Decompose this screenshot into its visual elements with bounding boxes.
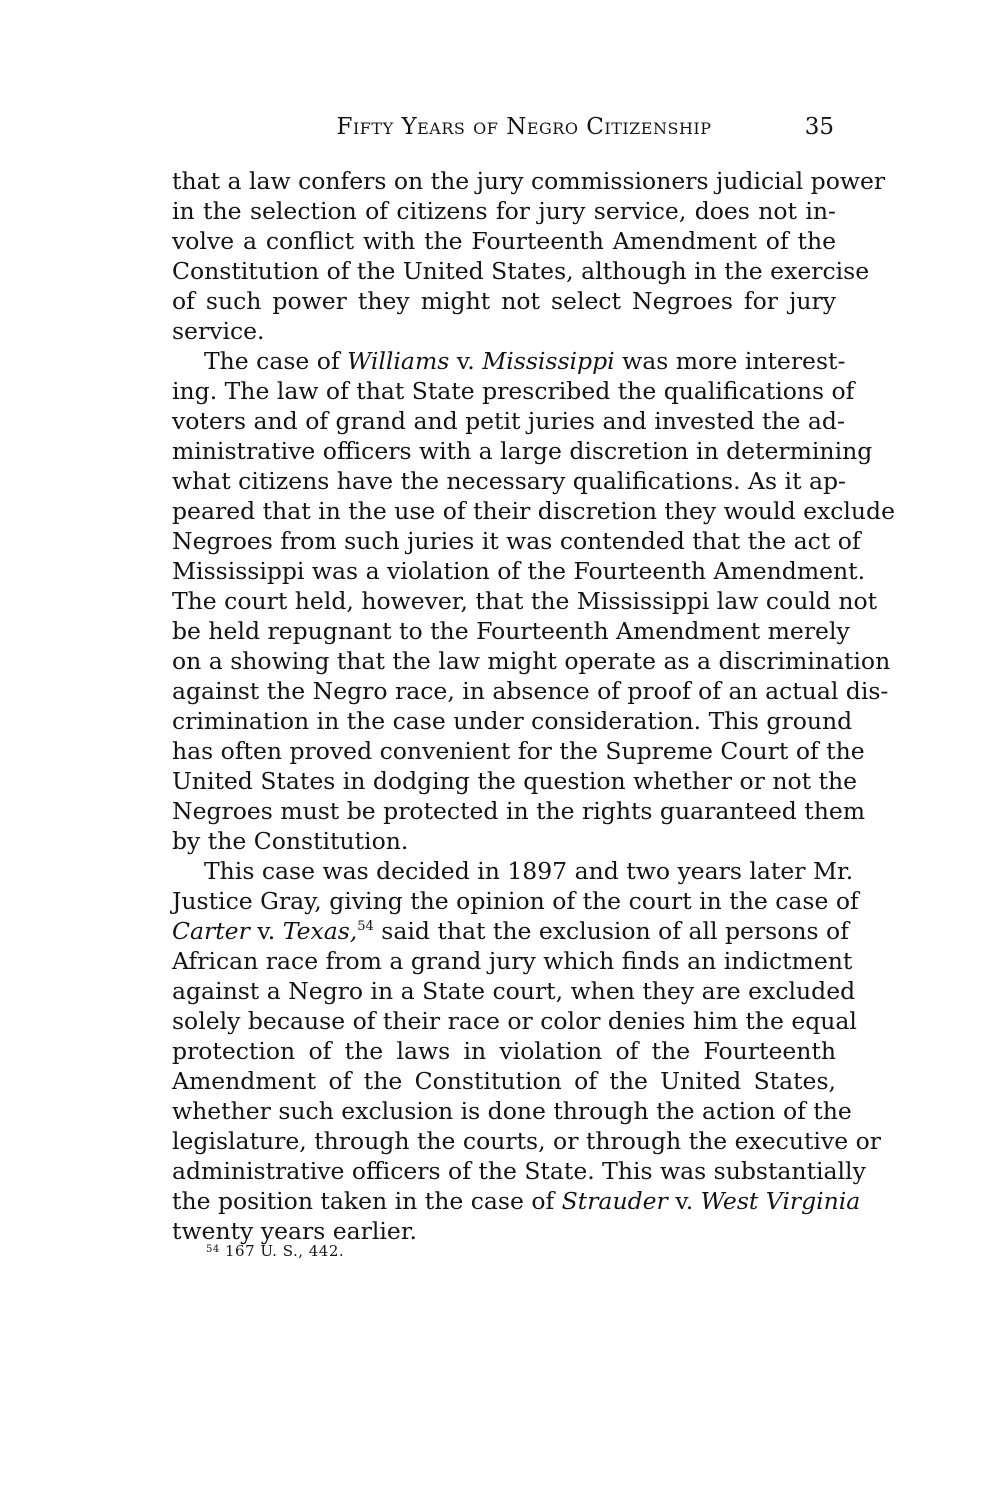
text-segment: solely because of their race or color denies him the equal — [172, 1007, 857, 1035]
text-line — [172, 256, 870, 286]
text-line — [172, 346, 846, 376]
text-segment: legislature, through the courts, or through the executive or — [172, 1127, 881, 1155]
text-line — [172, 1036, 836, 1066]
text-segment: be held repugnant to the Fourteenth Amendment merely — [172, 617, 850, 645]
text-line — [172, 586, 878, 616]
text-segment: Carter — [172, 917, 250, 945]
text-segment: v. — [667, 1187, 701, 1215]
text-line — [172, 1066, 836, 1096]
text-line — [172, 706, 853, 736]
text-line — [172, 946, 853, 976]
text-line — [172, 406, 845, 436]
text-segment: Constitution of the United States, although in the exercise — [172, 257, 870, 285]
text-line — [172, 1186, 861, 1216]
text-segment: service. — [172, 317, 265, 345]
text-line — [172, 466, 846, 496]
text-line — [172, 646, 891, 676]
text-segment: Justice Gray, giving the opinion of the court in the case of — [172, 887, 859, 915]
text-line — [172, 676, 889, 706]
text-line — [172, 496, 896, 526]
text-segment: protection of the laws in violation of the Fourteenth — [172, 1037, 836, 1065]
text-segment: This case was decided in 1897 and two years later Mr. — [204, 857, 854, 885]
text-line — [172, 1096, 852, 1126]
text-segment: v. — [449, 347, 483, 375]
text-line — [172, 1006, 857, 1036]
text-line — [172, 376, 855, 406]
footnote-text: 167 U. S., 442. — [219, 1242, 345, 1260]
text-line — [172, 886, 859, 916]
text-line — [172, 916, 849, 946]
text-segment: Mississippi was a violation of the Fourteenth Amendment. — [172, 557, 866, 585]
text-segment: The court held, however, that the Mississippi law could not — [172, 587, 878, 615]
text-segment: whether such exclusion is done through the action of the — [172, 1097, 852, 1125]
text-line — [172, 766, 858, 796]
text-line — [172, 856, 854, 886]
text-line — [172, 796, 866, 826]
text-segment: Williams — [347, 347, 450, 375]
text-segment: Texas, — [282, 917, 358, 945]
paragraph — [172, 856, 881, 1246]
text-segment: twenty years earlier. — [172, 1217, 417, 1245]
text-segment: United States in dodging the question whether or not the — [172, 767, 858, 795]
text-segment: The case of — [204, 347, 348, 375]
text-segment: said that the exclusion of all persons of — [373, 917, 849, 945]
text-segment: has often proved convenient for the Supreme Court of the — [172, 737, 865, 765]
text-segment: West Virginia — [700, 1187, 861, 1215]
text-segment: against the Negro race, in absence of proof of an actual dis- — [172, 677, 889, 705]
text-segment: was more interest- — [614, 347, 846, 375]
text-segment: African race from a grand jury which finds an indictment — [172, 947, 853, 975]
text-segment: crimination in the case under consideration. This ground — [172, 707, 853, 735]
text-segment: Strauder — [561, 1187, 668, 1215]
text-line — [172, 166, 886, 196]
text-segment: ing. The law of that State prescribed the qualifications of — [172, 377, 855, 405]
text-segment: ministrative officers with a large discretion in determining — [172, 437, 873, 465]
text-segment: the position taken in the case of — [172, 1187, 562, 1215]
text-line — [172, 556, 866, 586]
text-line — [172, 736, 865, 766]
running-head — [172, 114, 836, 148]
text-segment: against a Negro in a State court, when they are excluded — [172, 977, 856, 1005]
text-segment: v. — [249, 917, 283, 945]
text-line — [172, 826, 836, 856]
text-segment: peared that in the use of their discretion they would exclude — [172, 497, 896, 525]
text-segment: Amendment of the Constitution of the United States, — [172, 1067, 836, 1095]
footnote-reference: 54 — [357, 919, 374, 934]
text-line — [172, 616, 850, 646]
paragraph — [172, 166, 886, 346]
text-segment: that a law confers on the jury commissioners judicial power — [172, 167, 886, 195]
text-segment: by the Constitution. — [172, 827, 409, 855]
text-line — [172, 196, 836, 226]
text-line — [172, 1156, 866, 1186]
text-segment: on a showing that the law might operate as a discrimination — [172, 647, 891, 675]
text-segment: voters and of grand and petit juries and invested the ad- — [172, 407, 845, 435]
text-segment: Negroes from such juries it was contended that the act of — [172, 527, 861, 555]
text-segment: what citizens have the necessary qualifications. As it ap- — [172, 467, 846, 495]
text-segment: volve a conflict with the Fourteenth Amendment of the — [172, 227, 836, 255]
text-line — [172, 286, 836, 316]
text-segment: of such power they might not select Negroes for jury — [172, 287, 836, 315]
text-line — [172, 1126, 881, 1156]
text-line — [172, 316, 836, 346]
running-title: Fifty Years of Negro Citizenship — [336, 114, 712, 140]
text-segment: in the selection of citizens for jury service, does not in- — [172, 197, 836, 225]
text-segment: administrative officers of the State. This was substantially — [172, 1157, 866, 1185]
page-number: 35 — [804, 114, 834, 140]
text-line — [172, 526, 861, 556]
text-segment: Mississippi — [482, 347, 615, 375]
text-line — [172, 976, 856, 1006]
text-segment: Negroes must be protected in the rights guaranteed them — [172, 797, 866, 825]
paragraph — [172, 346, 896, 856]
body-text — [172, 166, 896, 1246]
text-line — [172, 226, 836, 256]
footnote-mark: 54 — [206, 1244, 220, 1255]
text-line — [172, 436, 873, 466]
footnote — [206, 1242, 344, 1260]
